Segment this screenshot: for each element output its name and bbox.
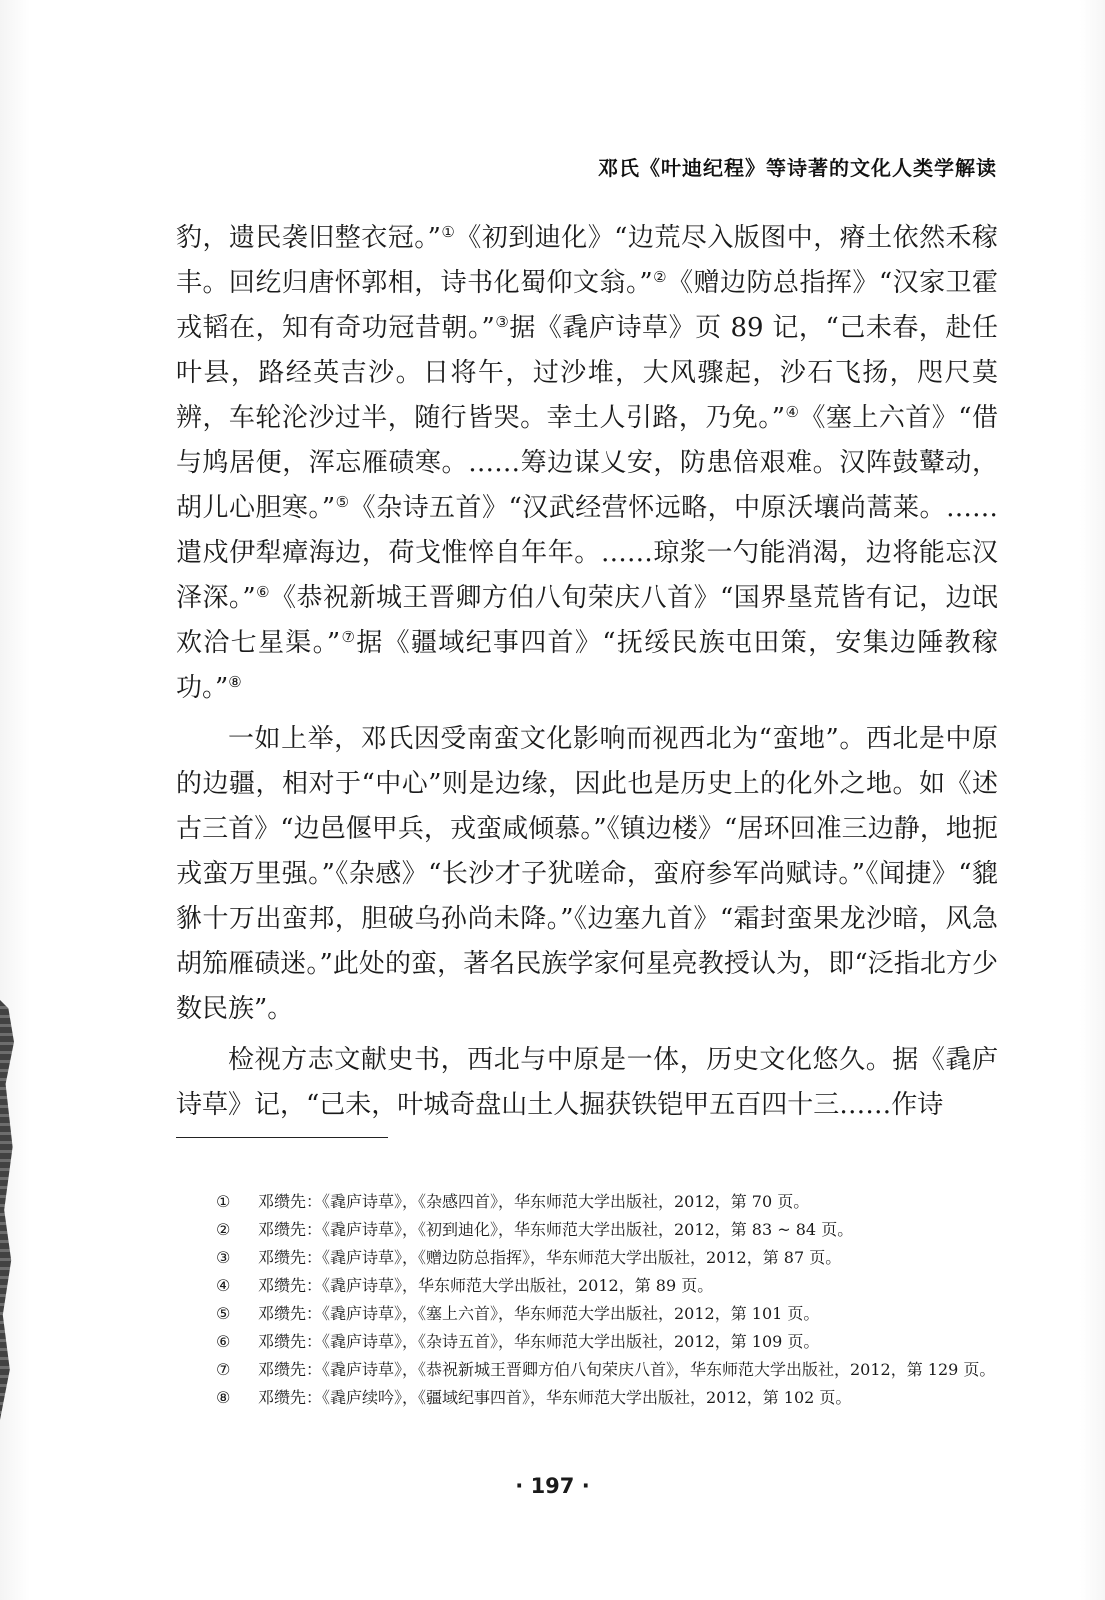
footnote-item [216, 1216, 1016, 1244]
footnote-mark: ② [216, 1220, 231, 1239]
footnote-item [216, 1328, 1016, 1356]
footnote-mark: ④ [216, 1276, 231, 1295]
main-text [176, 216, 998, 1128]
footnote-ref[interactable]: ② [652, 268, 668, 286]
footnote-mark: ③ [216, 1248, 231, 1267]
paragraph-3: 检视方志文献史书，西北与中原是一体，历史文化悠久。据《毳庐诗草》记，“己未，叶城奇盘山土人掘获铁铠甲五百四十三……作诗 [176, 1045, 998, 1120]
text-segment: 《杂诗五首》“汉武经营怀远略，中原沃壤尚蒿莱。……遣戍伊犁瘴海边，荷戈惟悴自年年。……琼浆一勺能消渴，边将能忘汉泽深。” [176, 493, 998, 613]
paragraph-2: 一如上举，邓氏因受南蛮文化影响而视西北为“蛮地”。西北是中原的边疆，相对于“中心”则是边缘，因此也是历史上的化外之地。如《述古三首》“边邑偃甲兵，戎蛮咸倾慕。”《镇边楼》“居环回准三边静，地扼戎蛮万里强。”《杂感》“长沙才子犹嗟命，蛮府参军尚赋诗。”《闻捷》“貔貅十万出蛮邦，胆破乌孙尚未降。”《边塞九首》“霜封蛮果龙沙暗，风急胡笳雁碛迷。”此处的蛮，著名民族学家何星亮教授认为，即“泛指北方少数民族”。 [176, 724, 998, 1024]
footnote-mark: ⑥ [216, 1332, 231, 1351]
footnote-text: 邓缵先：《毳庐诗草》，《赠边防总指挥》，华东师范大学出版社，2012，第 87 页。 [258, 1248, 842, 1267]
footnote-text: 邓缵先：《毳庐诗草》，《初到迪化》，华东师范大学出版社，2012，第 83 ~ 84 页。 [258, 1220, 854, 1239]
footnote-ref[interactable]: ⑥ [255, 583, 271, 601]
footnote-mark: ⑧ [216, 1388, 231, 1407]
footnote-divider [176, 1137, 388, 1138]
text-segment: 《塞上六首》“借与鸠居便，浑忘雁碛寒。……筹边谋乂安，防患倍艰难。汉阵鼓鼙动，胡儿心胆寒。” [176, 403, 999, 523]
page-number: · 197 · [515, 1474, 590, 1498]
footnote-text: 邓缵先：《毳庐诗草》，《杂感四首》，华东师范大学出版社，2012，第 70 页。 [258, 1192, 810, 1211]
footnote-mark: ⑦ [216, 1360, 231, 1379]
footnote-item [216, 1300, 1016, 1328]
text-segment: 据《毳庐诗草》页 89 记，“己未春，赴任叶县，路经英吉沙。日将午，过沙堆，大风骤起，沙石飞扬，咫尺莫辨，车轮沦沙过半，随行皆哭。幸土人引路，乃免。” [176, 313, 998, 433]
footnote-text: 邓缵先：《毳庐诗草》，华东师范大学出版社，2012，第 89 页。 [258, 1276, 714, 1295]
text-segment: 据《疆域纪事四首》“抚绥民族屯田策，安集边陲教稼功。” [176, 628, 998, 703]
text-segment: 《恭祝新城王晋卿方伯八旬荣庆八首》“国界垦荒皆有记，边氓欢洽七星渠。” [176, 583, 999, 658]
text-segment: 《赠边防总指挥》“汉家卫霍戎韬在，知有奇功冠昔朝。” [176, 268, 999, 343]
footnote-text: 邓缵先：《毳庐诗草》，《杂诗五首》，华东师范大学出版社，2012，第 109 页。 [258, 1332, 820, 1351]
footnote-text: 邓缵先：《毳庐诗草》，《塞上六首》，华东师范大学出版社，2012，第 101 页。 [258, 1304, 820, 1323]
footnotes [216, 1188, 1016, 1412]
footnote-ref[interactable]: ① [440, 223, 456, 241]
paragraph-1 [176, 216, 998, 711]
footnote-ref[interactable]: ⑤ [335, 493, 350, 511]
footnote-mark: ① [216, 1192, 231, 1211]
footnote-item [216, 1188, 1016, 1216]
footnote-item [216, 1356, 1016, 1384]
footnote-item [216, 1272, 1016, 1300]
running-header: 邓氏《叶迪纪程》等诗著的文化人类学解读 [598, 156, 997, 180]
footnote-text: 邓缵先：《毳庐续吟》，《疆域纪事四首》，华东师范大学出版社，2012，第 102 页。 [258, 1388, 852, 1407]
footnote-mark: ⑤ [216, 1304, 231, 1323]
footnote-ref[interactable]: ⑧ [228, 673, 242, 691]
footnote-item [216, 1384, 1016, 1412]
text-segment: 《初到迪化》“边荒尽入版图中，瘠土依然禾稼丰。回纥归唐怀郭相，诗书化蜀仰文翁。” [176, 223, 998, 298]
footnote-ref[interactable]: ③ [494, 313, 510, 331]
text-segment: 豹，遗民袭旧整衣冠。” [176, 223, 441, 253]
footnote-ref[interactable]: ④ [785, 403, 800, 421]
footnote-text: 邓缵先：《毳庐诗草》，《恭祝新城王晋卿方伯八旬荣庆八首》，华东师范大学出版社，2012，第 129 页。 [258, 1360, 996, 1379]
footnote-ref[interactable]: ⑦ [340, 628, 357, 646]
footnote-item [216, 1244, 1016, 1272]
